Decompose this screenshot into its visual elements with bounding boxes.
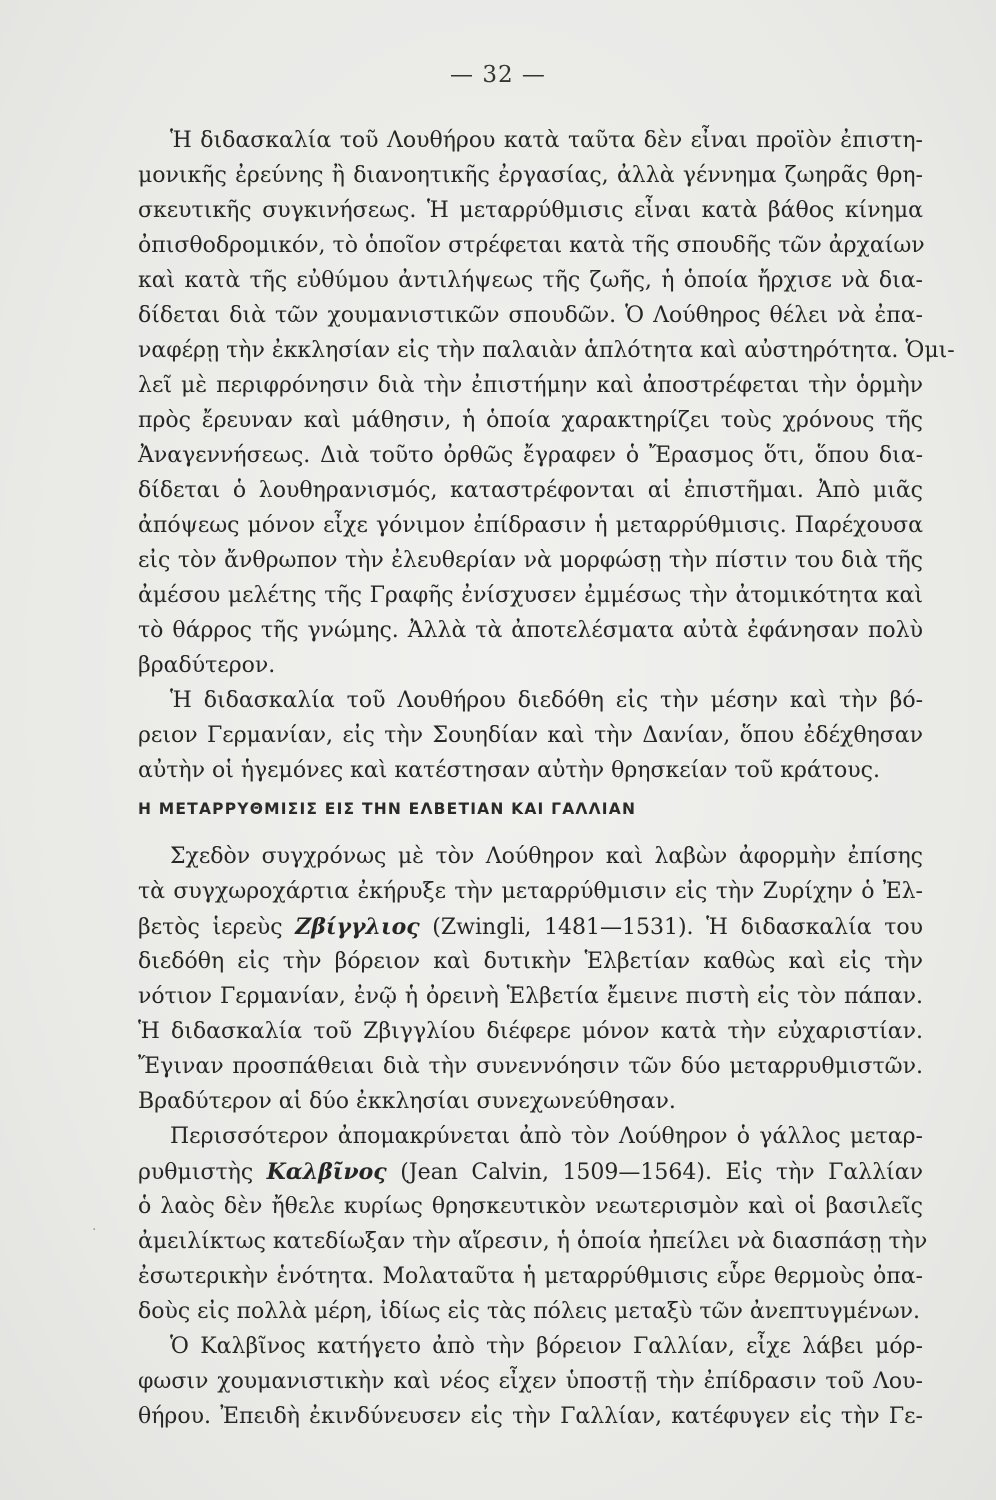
text-line: θήρου. Ἐπειδὴ ἐκινδύνευσεν εἰς τὴν Γαλλίαν, κατέφυγεν εἰς τὴν Γε-: [138, 1404, 923, 1429]
text-fragment: (Jean Calvin, 1509—1564). Εἰς τὴν Γαλλίαν: [400, 1160, 923, 1185]
text-line: Σχεδὸν συγχρόνως μὲ τὸν Λούθηρον καὶ λαβὼν ἀφορμὴν ἐπίσης: [170, 844, 923, 869]
text-line: ἀμειλίκτως κατεδίωξαν τὴν αἵρεσιν, ἡ ὁποία ἠπείλει νὰ διασπάσῃ τὴν: [138, 1229, 928, 1254]
text-line: Ὁ Καλβῖνος κατήγετο ἀπὸ τὴν βόρειον Γαλλίαν, εἶχε λάβει μόρ-: [170, 1334, 923, 1359]
text-line: [138, 1157, 923, 1187]
text-line: μονικῆς ἐρεύνης ἢ διανοητικῆς ἐργασίας, ἀλλὰ γέννημα ζωηρᾶς θρη-: [138, 163, 923, 188]
text-line: δοὺς εἰς πολλὰ μέρη, ἰδίως εἰς τὰς πόλεις μεταξὺ τῶν ἀνεπτυγμένων.: [138, 1299, 921, 1324]
person-name-zwingli: Ζβίγγλιος: [295, 914, 420, 940]
text-line: φωσιν χουμανιστικὴν καὶ νέος εἶχεν ὑποστῇ τὴν ἐπίδρασιν τοῦ Λου-: [138, 1369, 923, 1394]
text-line: Ἀναγεννήσεως. Διὰ τοῦτο ὀρθῶς ἔγραφεν ὁ Ἔρασμος ὅτι, ὅπου δια-: [138, 443, 923, 468]
text-line: Ἔγιναν προσπάθειαι διὰ τὴν συνεννόησιν τῶν δύο μεταρρυθμιστῶν.: [138, 1054, 923, 1079]
text-line: πρὸς ἔρευναν καὶ μάθησιν, ἡ ὁποία χαρακτηρίζει τοὺς χρόνους τῆς: [138, 408, 923, 433]
text-line: τὸ θάρρος τῆς γνώμης. Ἀλλὰ τὰ ἀποτελέσματα αὐτὰ ἐφάνησαν πολὺ: [138, 618, 923, 643]
text-line: βραδύτερον.: [138, 653, 276, 678]
text-line: ἀπόψεως μόνον εἶχε γόνιμον ἐπίδρασιν ἡ μεταρρύθμισις. Παρέχουσα: [138, 513, 923, 538]
text-fragment: (Zwingli, 1481—1531). Ἡ διδασκαλία του: [432, 915, 923, 940]
page-number: — 32 —: [450, 62, 546, 88]
text-line: ὁ λαὸς δὲν ἤθελε κυρίως θρησκευτικὸν νεωτερισμὸν καὶ οἱ βασιλεῖς: [138, 1194, 923, 1219]
text-line: [138, 912, 923, 942]
text-line: ἀμέσου μελέτης τῆς Γραφῆς ἐνίσχυσεν ἐμμέσως τὴν ἀτομικότητα καὶ: [138, 583, 923, 608]
text-line: Βραδύτερον αἱ δύο ἐκκλησίαι συνεχωνεύθησαν.: [138, 1089, 676, 1114]
text-line: ναφέρῃ τὴν ἐκκλησίαν εἰς τὴν παλαιὰν ἁπλότητα καὶ αὐστηρότητα. Ὁμι-: [138, 338, 955, 363]
text-line: τὰ συγχωροχάρτια ἐκήρυξε τὴν μεταρρύθμισιν εἰς τὴν Ζυρίχην ὁ Ἐλ-: [138, 879, 923, 904]
section-heading: Η ΜΕΤΑΡΡΥΘΜΙΣΙΣ ΕΙΣ ΤΗΝ ΕΛΒΕΤΙΑΝ ΚΑΙ ΓΑΛΛΙΑΝ: [138, 800, 637, 818]
person-name-calvin: Καλβῖνος: [266, 1159, 387, 1185]
text-line: ἐσωτερικὴν ἑνότητα. Μολαταῦτα ἡ μεταρρύθμισις εὗρε θερμοὺς ὀπα-: [138, 1264, 923, 1289]
text-line: διεδόθη εἰς τὴν βόρειον καὶ δυτικὴν Ἑλβετίαν καθὼς καὶ εἰς τὴν: [138, 949, 923, 974]
text-line: σκευτικῆς συγκινήσεως. Ἡ μεταρρύθμισις εἶναι κατὰ βάθος κίνημα: [138, 198, 923, 223]
text-line: Ἡ διδασκαλία τοῦ Λουθήρου κατὰ ταῦτα δὲν εἶναι προϊὸν ἐπιστη-: [170, 128, 923, 153]
text-line: Ἡ διδασκαλία τοῦ Ζβιγγλίου διέφερε μόνον κατὰ τὴν εὐχαριστίαν.: [138, 1019, 923, 1044]
text-line: δίδεται διὰ τῶν χουμανιστικῶν σπουδῶν. Ὁ Λούθηρος θέλει νὰ ἐπα-: [138, 303, 923, 328]
text-line: ρειον Γερμανίαν, εἰς τὴν Σουηδίαν καὶ τὴν Δανίαν, ὅπου ἐδέχθησαν: [138, 723, 923, 748]
text-line: Περισσότερον ἀπομακρύνεται ἀπὸ τὸν Λούθηρον ὁ γάλλος μεταρ-: [170, 1124, 923, 1149]
text-line: Ἡ διδασκαλία τοῦ Λουθήρου διεδόθη εἰς τὴν μέσην καὶ τὴν βό-: [170, 688, 923, 713]
text-line: εἰς τὸν ἄνθρωπον τὴν ἐλευθερίαν νὰ μορφώσῃ τὴν πίστιν του διὰ τῆς: [138, 548, 923, 573]
text-line: λεῖ μὲ περιφρόνησιν διὰ τὴν ἐπιστήμην καὶ ἀποστρέφεται τὴν ὁρμὴν: [138, 373, 923, 398]
paper-speck: ·: [92, 1222, 97, 1238]
text-line: δίδεται ὁ λουθηρανισμός, καταστρέφονται αἱ ἐπιστῆμαι. Ἀπὸ μιᾶς: [138, 478, 923, 503]
text-line: αὐτὴν οἱ ἡγεμόνες καὶ κατέστησαν αὐτὴν θρησκείαν τοῦ κράτους.: [138, 758, 880, 783]
text-fragment: βετὸς ἱερεὺς: [138, 915, 283, 940]
text-fragment: ρυθμιστὴς: [138, 1160, 254, 1185]
text-line: ὀπισθοδρομικόν, τὸ ὁποῖον στρέφεται κατὰ τῆς σπουδῆς τῶν ἀρχαίων: [138, 233, 925, 258]
text-line: καὶ κατὰ τῆς εὐθύμου ἀντιλήψεως τῆς ζωῆς, ἡ ὁποία ἤρχισε νὰ δια-: [138, 268, 923, 293]
text-line: νότιον Γερμανίαν, ἐνῷ ἡ ὀρεινὴ Ἑλβετία ἔμεινε πιστὴ εἰς τὸν πάπαν.: [138, 984, 923, 1009]
